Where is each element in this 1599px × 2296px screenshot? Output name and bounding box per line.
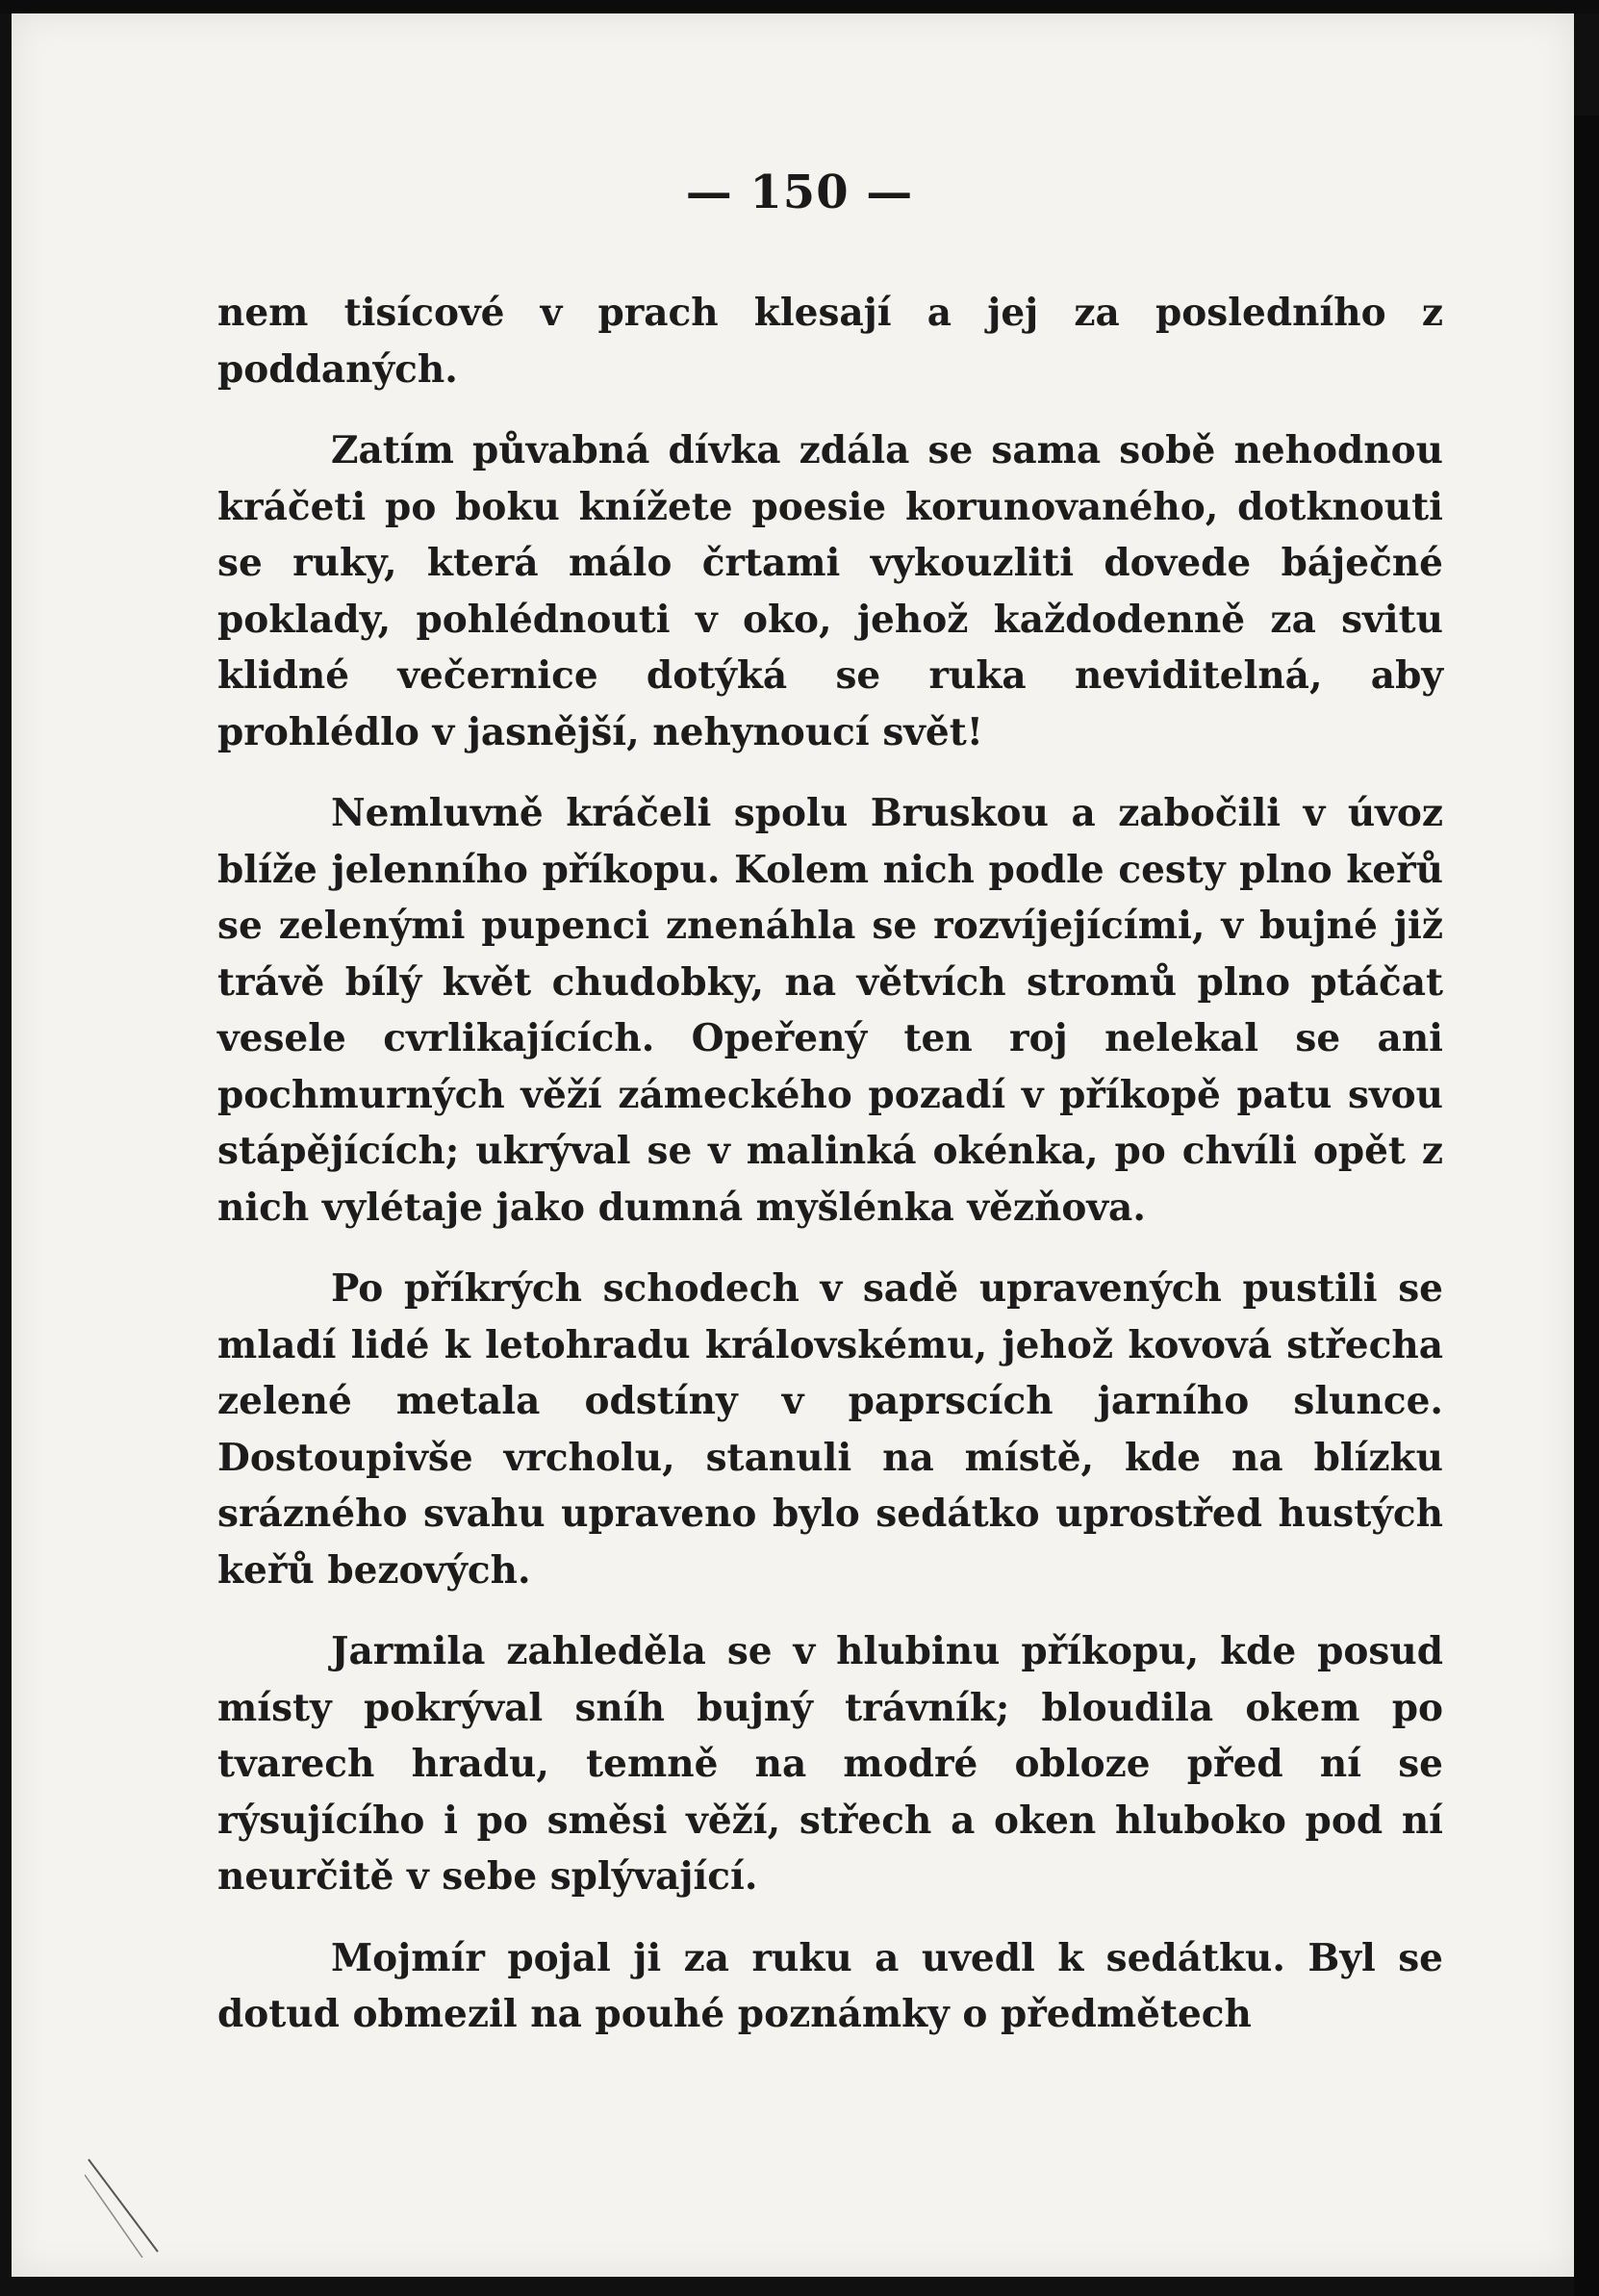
paragraph-2: Zatím půvabná dívka zdála se sama sobě nehodnou kráčeti po boku knížete poesie korunovaného, dotknouti se ruky, která málo črtami vykouzliti dovede báječné poklady, pohlédnouti v oko, jehož každodenně za svitu klidné večernice dotýká se ruka neviditelná, aby prohlédlo v jasnější, nehynoucí svět! (217, 428, 1443, 754)
paragraph-4: Po příkrých schodech v sadě upravených pustili se mladí lidé k letohradu královskému, jehož kovová střecha zelené metala odstíny v paprscích jarního slunce. Dostoupivše vrcholu, stanuli na místě, kde na blízku srázného svahu upraveno bylo sedátko uprostřed hustých keřů bezových. (217, 1266, 1443, 1593)
scan-right-edge (1574, 115, 1599, 2296)
scan-top-edge (0, 0, 1599, 13)
page-number: — 150 — (685, 166, 914, 219)
paragraph-5: Jarmila zahleděla se v hlubinu příkopu, kde posud místy pokrýval sníh bujný trávník; bloudila okem po tvarech hradu, temně na modré obloze před ní se rýsujícího i po směsi věží, střech a oken hluboko pod ní neurčitě v sebe splývající. (217, 1629, 1443, 1899)
body-text (217, 285, 1443, 2068)
paragraph-3: Nemluvně kráčeli spolu Bruskou a zabočili v úvoz blíže jelenního příkopu. Kolem nich podle cesty plno keřů se zelenými pupenci znenáhla se rozvíjejícími, v bujné již trávě bílý květ chudobky, na větvích stromů plno ptáčat vesele cvrlikajících. Opeřený ten roj nelekal se ani pochmurných věží zámeckého pozadí v příkopě patu svou stápějících; ukrýval se v malinká okénka, po chvíli opět z nich vylétaje jako dumná myšlénka vězňova. (217, 791, 1443, 1230)
paragraph-6: Mojmír pojal ji za ruku a uvedl k sedátku. Byl se dotud obmezil na pouhé poznámky o předmětech (217, 1935, 1443, 2036)
page-crease-mark (85, 2156, 162, 2261)
paragraph-1: nem tisícové v prach klesají a jej za posledního z poddaných. (217, 291, 1443, 392)
